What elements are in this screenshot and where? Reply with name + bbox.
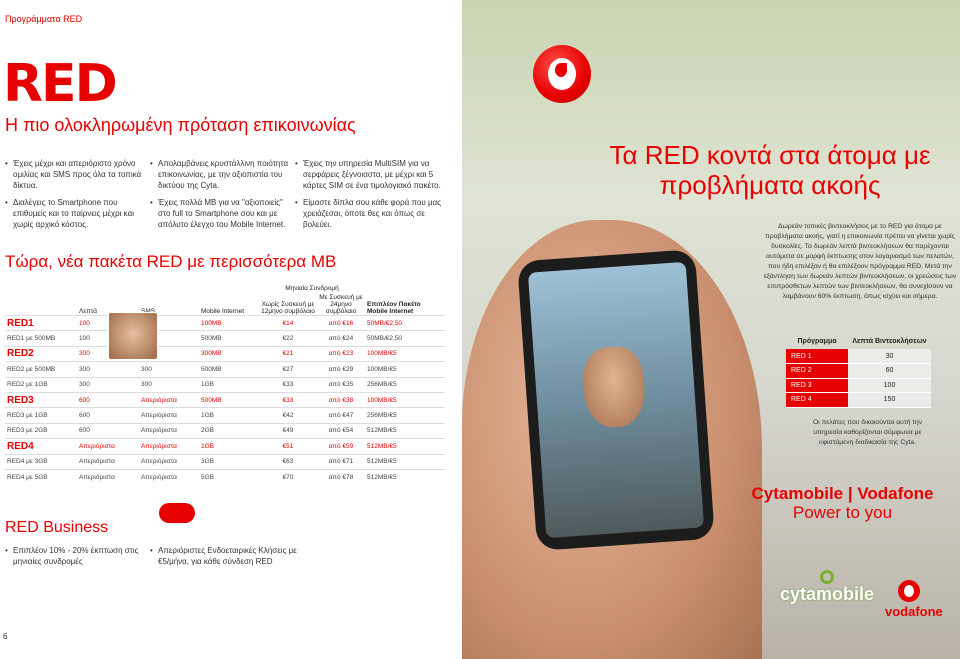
cell-no-device: €63 xyxy=(259,454,317,469)
bullets-col2 xyxy=(150,158,290,236)
cell-internet: 2GB xyxy=(199,423,259,438)
cell-no-device: €14 xyxy=(259,316,317,331)
cell-no-device: €27 xyxy=(259,362,317,377)
cell-minutes: 300 xyxy=(77,346,139,361)
cell-with-device: από €29 xyxy=(317,362,365,377)
cell-internet: 500MB xyxy=(199,331,259,346)
group-header: Μηνιαία Συνδρομή xyxy=(285,285,339,292)
cell-with-device: από €71 xyxy=(317,454,365,469)
cell-internet: 1GB xyxy=(199,408,259,423)
cell-minutes: Απεριόριστα xyxy=(77,454,139,469)
cyta-logo: cytamobile xyxy=(780,584,875,604)
cell-internet: 500MB xyxy=(199,362,259,377)
cell-plan-name: RED1 με 500MB xyxy=(5,331,77,346)
business-bullets-2 xyxy=(150,545,300,573)
col-video-minutes: Λεπτά Βιντεοκλήσεων xyxy=(852,338,927,345)
bullet-item: • Απεριόριστες Ενδοεταιρικές Κλήσεις με €5/μήνα, για κάθε σύνδεση RED xyxy=(150,545,300,567)
video-call-face xyxy=(581,345,646,429)
col-no-device: Χωρίς Συσκευή με 12μηνο συμβόλαιο xyxy=(261,301,315,315)
cell-sms: Απεριόριστα xyxy=(139,469,199,484)
cell-plan-name: RED4 με 5GB xyxy=(5,469,77,484)
vodafone-small-logo-icon xyxy=(898,580,920,602)
cell-minutes: 100 xyxy=(77,331,139,346)
bullet-item: • Έχεις την υπηρεσία MultiSIM για να σερφάρεις ξέγνοιαστα, με μέχρι και 5 κάρτες SIM σε ένα τιμολογιακό πακέτο. xyxy=(295,158,447,191)
col-with-device: Με Συσκευή με 24μηνο συμβόλαιο xyxy=(319,294,363,315)
row-program: RED 2 xyxy=(786,364,848,379)
cell-no-device: €22 xyxy=(259,331,317,346)
bullet-item: • Έχεις πολλά MB για να "αξιοποιείς" στο full το Smartphone σου και με απόλυτο έλεγχο του Mobile Internet. xyxy=(150,197,290,230)
cell-minutes: 300 xyxy=(77,377,139,392)
business-title: RED Business xyxy=(5,519,109,536)
row-program: RED 1 xyxy=(786,349,848,364)
cell-sms: Απεριόριστα xyxy=(139,408,199,423)
cell-with-device: από €23 xyxy=(317,346,365,361)
cell-minutes: Απεριόριστα xyxy=(77,439,139,454)
cell-extra: 100MB/€5 xyxy=(365,362,445,377)
cell-with-device: από €24 xyxy=(317,331,365,346)
table-row xyxy=(5,423,445,438)
cell-sms: Απεριόριστα xyxy=(139,439,199,454)
bullet-item: • Έχεις μέχρι και απεριόριστο χρόνο ομιλίας και SMS προς όλα τα τοπικά δίκτυα. xyxy=(5,158,143,191)
cell-plan-name: RED2 με 1GB xyxy=(5,377,77,392)
cell-minutes: Απεριόριστα xyxy=(77,469,139,484)
phone-image xyxy=(517,249,715,551)
row-minutes: 150 xyxy=(848,393,931,408)
table-row xyxy=(5,377,445,392)
cell-no-device: €70 xyxy=(259,469,317,484)
video-minutes-table xyxy=(786,338,931,408)
col-program: Πρόγραμμα xyxy=(797,338,837,345)
brand-title: Cytamobile | Vodafone xyxy=(751,484,934,503)
cell-no-device: €33 xyxy=(259,377,317,392)
cell-internet: 100MB xyxy=(199,316,259,331)
cell-no-device: €33 xyxy=(259,392,317,407)
cell-internet: 5GB xyxy=(199,469,259,484)
cell-extra: 256MB/€5 xyxy=(365,377,445,392)
cell-plan-name: RED3 με 1GB xyxy=(5,408,77,423)
cell-sms: Απεριόριστα xyxy=(139,423,199,438)
bullets-col1 xyxy=(5,158,143,236)
table-row xyxy=(5,454,445,469)
cell-internet: 1GB xyxy=(199,377,259,392)
cell-internet: 1GB xyxy=(199,439,259,454)
business-bullets-1 xyxy=(5,545,145,573)
cell-sms: 300 xyxy=(139,377,199,392)
cell-minutes: 300 xyxy=(77,362,139,377)
red-logo: RED xyxy=(3,54,116,114)
cell-with-device: από €54 xyxy=(317,423,365,438)
row-program: RED 3 xyxy=(786,378,848,393)
cell-plan-name: RED3 xyxy=(5,392,77,407)
cell-extra: 100MB/€5 xyxy=(365,346,445,361)
cell-sms: 300 xyxy=(139,362,199,377)
col-extra: Επιπλέον Πακέτο Mobile Internet xyxy=(367,301,421,315)
right-text: Δωρεάν τοπικές βιντεοκλήσεις με το RED για άτομα με προβλήματα ακοής, γιατί η επικοινωνία πρέπει να γίνεται χωρίς δυσκολίες. Τα δωρεάν λεπτά βιντεοκλήσεων θα παρέχονται αυτόματα σε μορφή έκπτωσης στον λογαριασμό των πελατών, που ήδη επιλέξαν ή θα επιλέξουν πρόγραμμα RED. Μετά την εξάντληση των δωρεάν λεπτών βιντεοκλήσεων, οι χρεώσεις των επιπρόσθετων λεπτών των βιντεοκλήσεων, θα συνεχίσουν να λαμβάνουν 60% έκπτωση, όπως ισχύει και σήμερα. xyxy=(763,223,957,300)
row-minutes: 30 xyxy=(848,349,931,364)
table-row xyxy=(5,362,445,377)
phone-screen xyxy=(528,262,704,538)
right-note: Οι πελάτες που δικαιούνται αυτή την υπηρεσία καθορίζονται σύμφωνα με υφιστάμενη διαδικασία της Cyta. xyxy=(812,419,923,446)
program-label: Προγράμματα RED xyxy=(5,14,83,24)
cell-internet: 500MB xyxy=(199,392,259,407)
table-row xyxy=(5,408,445,423)
right-page xyxy=(462,0,960,659)
cell-internet: 3GB xyxy=(199,454,259,469)
bullet-item: • Απολαμβάνεις κρυστάλλινη ποιότητα επικοινωνίας, με την αξιοπιστία του δικτύου της Cyta. xyxy=(150,158,290,191)
cell-with-device: από €16 xyxy=(317,316,365,331)
cell-minutes: 600 xyxy=(77,408,139,423)
table-row xyxy=(5,469,445,484)
cell-no-device: €42 xyxy=(259,408,317,423)
bullet-item: • Διαλέγεις το Smartphone που επιθυμείς και το παίρνεις μέχρι και χωρίς αρχικό κόστος. xyxy=(5,197,143,230)
row-program: RED 4 xyxy=(786,393,848,408)
cell-extra: 512MB/€5 xyxy=(365,439,445,454)
table-row xyxy=(5,331,445,346)
page-number: 6 xyxy=(3,632,8,641)
left-page xyxy=(0,0,462,659)
headline: Η πιο ολοκληρωμένη πρόταση επικοινωνίας xyxy=(5,115,356,135)
cell-internet: 300MB xyxy=(199,346,259,361)
bullet-item: • Είμαστε δίπλα σου κάθε φορά που μας χρειάζεσαι, όποτε θες και όπως σε βολεύει. xyxy=(295,197,447,230)
col-minutes: Λεπτά xyxy=(79,308,97,315)
table-row xyxy=(786,378,931,393)
cell-with-device: από €59 xyxy=(317,439,365,454)
cell-with-device: από €47 xyxy=(317,408,365,423)
table-row xyxy=(786,349,931,364)
video-call-pip xyxy=(108,312,158,360)
brand-subtitle: Power to you xyxy=(792,503,893,522)
cell-plan-name: RED2 με 500MB xyxy=(5,362,77,377)
cell-extra: 100MB/€5 xyxy=(365,392,445,407)
cell-sms: Απεριόριστα xyxy=(139,454,199,469)
row-minutes: 100 xyxy=(848,378,931,393)
end-call-icon xyxy=(159,503,195,523)
vodafone-logo-icon xyxy=(533,45,591,103)
cell-minutes: 600 xyxy=(77,392,139,407)
cell-with-device: από €35 xyxy=(317,377,365,392)
table-row xyxy=(5,392,445,407)
table-row xyxy=(786,393,931,408)
table-row xyxy=(786,364,931,379)
bullet-item: • Επιπλέον 10% - 20% έκπτωση στις μηνιαίες συνδρομές xyxy=(5,545,145,567)
cell-extra: 50MB/€2,50 xyxy=(365,316,445,331)
cell-sms: Απεριόριστα xyxy=(139,392,199,407)
col-internet: Mobile Internet xyxy=(201,308,244,315)
plans-subhead: Τώρα, νέα πακέτα RED με περισσότερα MB xyxy=(5,252,337,271)
cell-no-device: €51 xyxy=(259,439,317,454)
cell-plan-name: RED4 xyxy=(5,439,77,454)
cell-no-device: €49 xyxy=(259,423,317,438)
cell-plan-name: RED2 xyxy=(5,346,77,361)
cell-minutes: 100 xyxy=(77,316,139,331)
right-title: Τα RED κοντά στα άτομα με προβλήματα ακοής xyxy=(609,140,931,200)
plans-table xyxy=(5,285,445,485)
cell-plan-name: RED1 xyxy=(5,316,77,331)
table-row xyxy=(5,316,445,331)
table-row xyxy=(5,346,445,361)
cell-plan-name: RED3 με 2GB xyxy=(5,423,77,438)
cell-with-device: από €78 xyxy=(317,469,365,484)
cell-with-device: από €38 xyxy=(317,392,365,407)
vodafone-wordmark: vodafone xyxy=(885,604,943,619)
cyta-logo-icon xyxy=(820,570,834,584)
row-minutes: 60 xyxy=(848,364,931,379)
table-row xyxy=(5,439,445,454)
cell-plan-name: RED4 με 3GB xyxy=(5,454,77,469)
cell-minutes: 600 xyxy=(77,423,139,438)
bullets-col3 xyxy=(295,158,447,236)
cell-extra: 50MB/€2,50 xyxy=(365,331,445,346)
cell-extra: 256MB/€5 xyxy=(365,408,445,423)
cell-extra: 512MB/€5 xyxy=(365,469,445,484)
cell-extra: 512MB/€5 xyxy=(365,454,445,469)
cell-extra: 512MB/€5 xyxy=(365,423,445,438)
cell-no-device: €21 xyxy=(259,346,317,361)
